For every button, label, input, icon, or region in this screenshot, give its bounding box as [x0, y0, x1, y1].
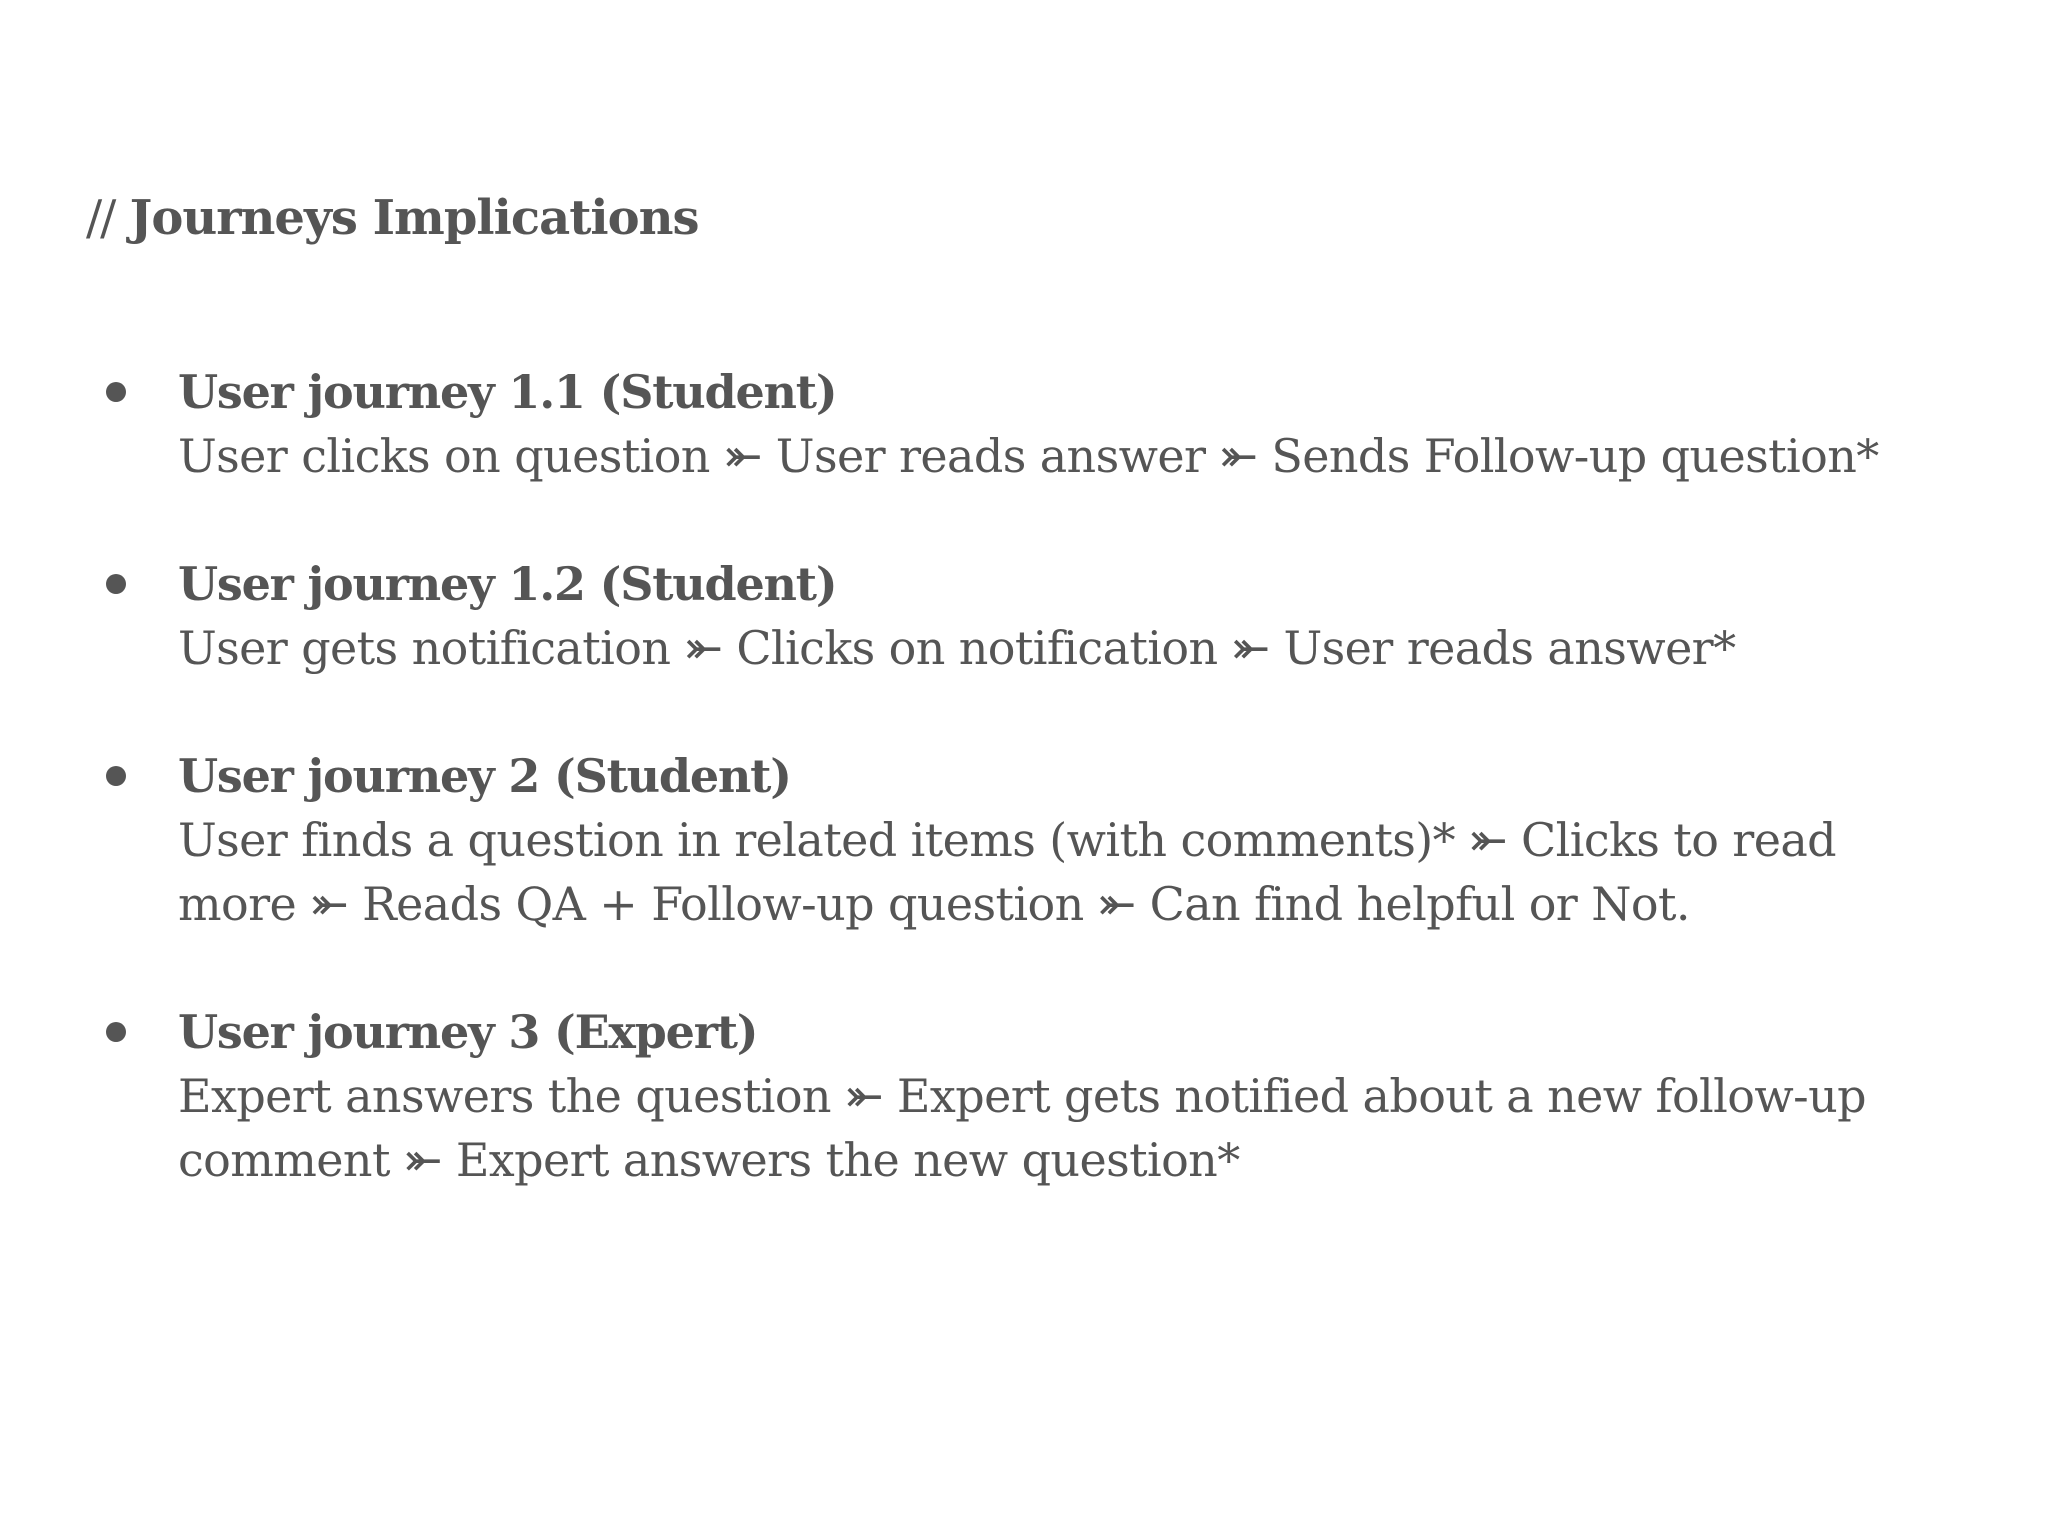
journey-description: User gets notification ⤜ Clicks on notification ⤜ User reads answer*	[178, 621, 1736, 675]
journey-description: User finds a question in related items (with comments)* ⤜ Clicks to read more ⤜ Reads QA + Follow-up question ⤜ Can find helpful or Not.	[178, 813, 1836, 931]
journey-title: User journey 2 (Student)	[178, 749, 791, 803]
bullet-icon	[106, 766, 126, 786]
bullet-icon	[106, 574, 126, 594]
bullet-icon	[106, 1022, 126, 1042]
journey-list	[0, 360, 2048, 1256]
journey-item-1-2	[0, 552, 1918, 680]
journey-item-2	[0, 744, 1918, 936]
journey-title: User journey 1.1 (Student)	[178, 365, 837, 419]
journey-description: User clicks on question ⤜ User reads answer ⤜ Sends Follow-up question*	[178, 429, 1879, 483]
journey-title: User journey 1.2 (Student)	[178, 557, 837, 611]
bullet-icon	[106, 382, 126, 402]
journey-item-1-1	[0, 360, 1918, 488]
journey-title: User journey 3 (Expert)	[178, 1005, 758, 1059]
title-prefix: //	[86, 190, 115, 246]
journey-item-3	[0, 1000, 1918, 1192]
title-text: Journeys Implications	[129, 190, 699, 246]
journey-description: Expert answers the question ⤜ Expert gets notified about a new follow-up comment ⤜ Expert answers the new question*	[178, 1069, 1866, 1187]
slide-title	[86, 188, 699, 248]
